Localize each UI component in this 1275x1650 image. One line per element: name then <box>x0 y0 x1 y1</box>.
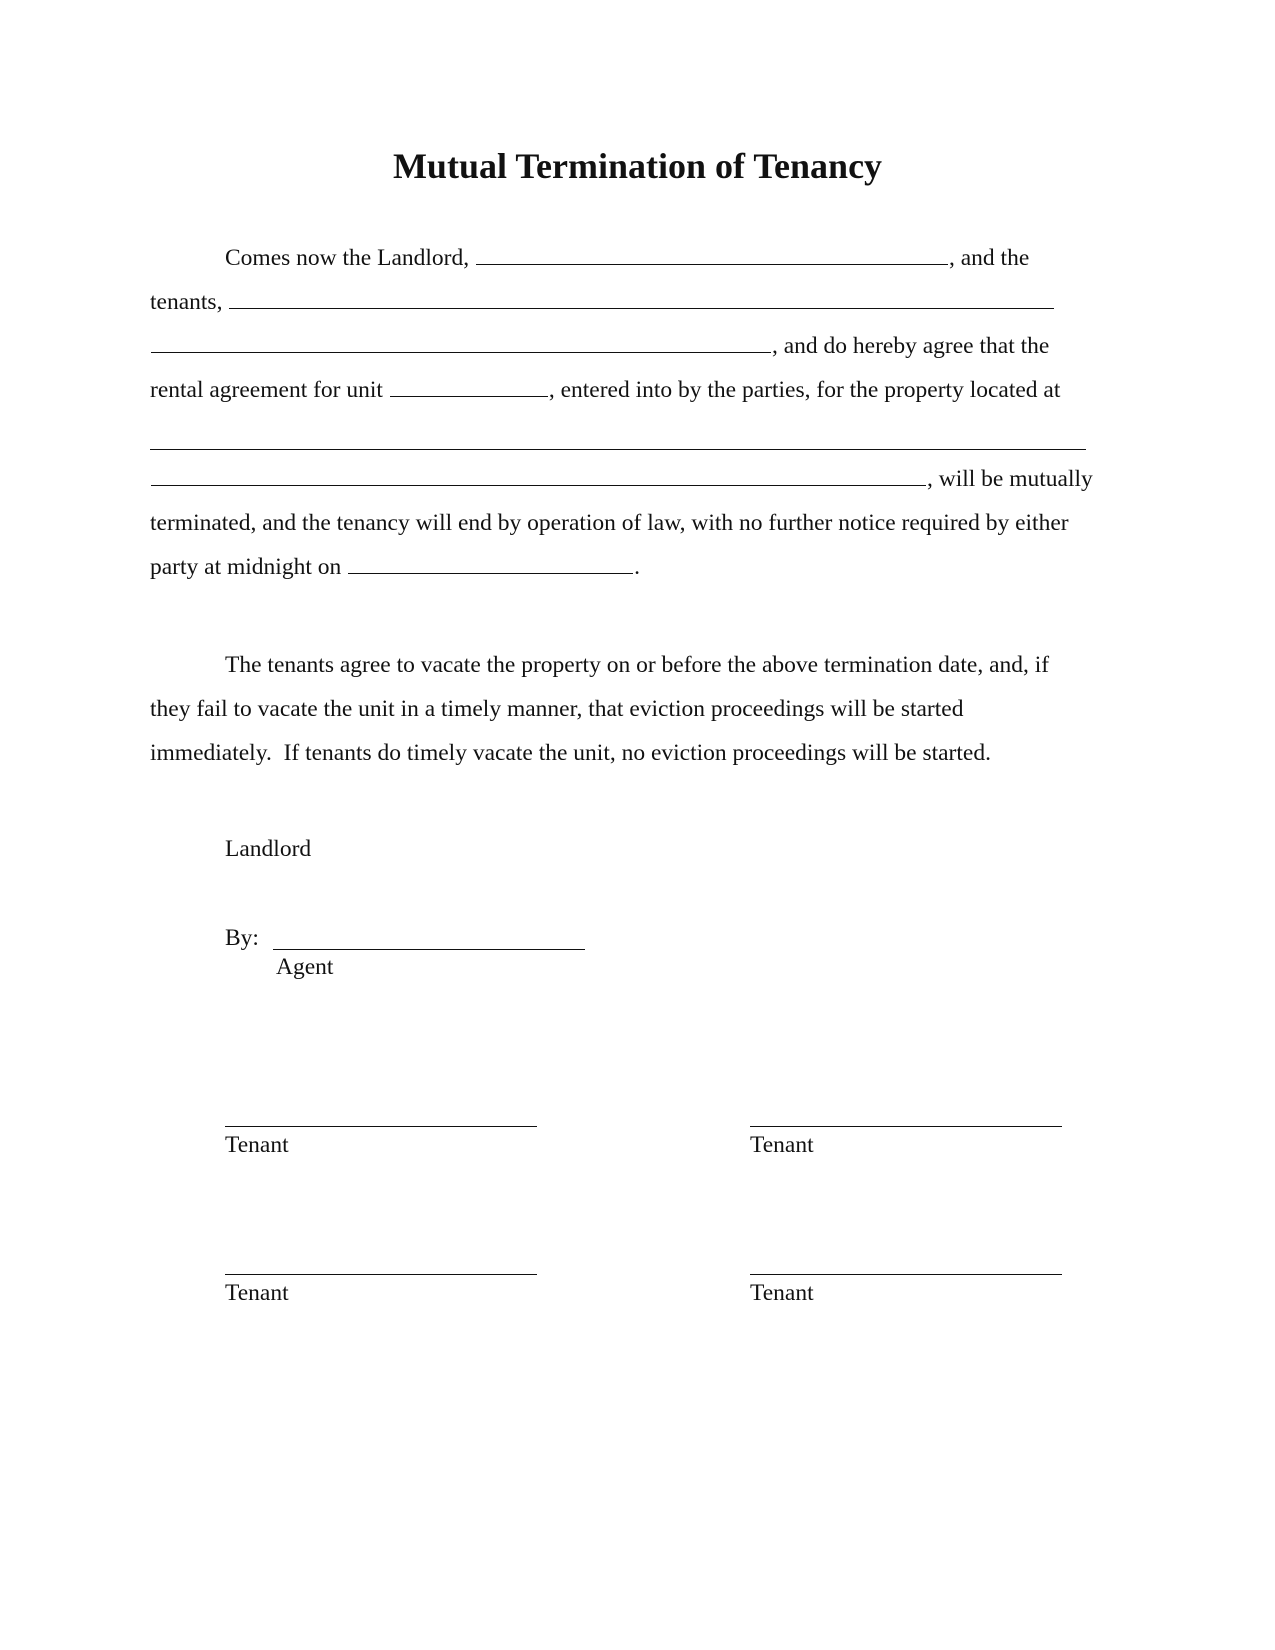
tenants-names-blank-2[interactable] <box>151 351 771 353</box>
tenant-label-2: Tenant <box>750 1132 814 1158</box>
tenant-signature-line-4[interactable] <box>750 1274 1062 1275</box>
property-located-text: , entered into by the parties, for the property located at <box>548 377 1061 403</box>
rental-agreement-text: rental agreement for unit <box>150 377 383 403</box>
landlord-name-blank[interactable] <box>476 263 948 265</box>
paragraph1-line6 <box>150 468 1093 492</box>
agent-label: Agent <box>276 954 334 980</box>
unit-number-blank[interactable] <box>390 395 548 397</box>
paragraph1-line1 <box>225 247 1029 271</box>
by-label: By: <box>225 925 259 951</box>
landlord-intro-text: Comes now the Landlord, <box>225 245 470 271</box>
paragraph2-line1: The tenants agree to vacate the property on or before the above termination date, and, if <box>225 652 1050 678</box>
and-the-text: , and the <box>948 245 1030 271</box>
property-address-blank-1[interactable] <box>150 449 1086 450</box>
tenants-names-blank-1[interactable] <box>229 307 1054 309</box>
midnight-text: party at midnight on <box>150 554 342 580</box>
paragraph1-line4 <box>150 379 1060 403</box>
terminated-text: terminated, and the tenancy will end by operation of law, with no further notice required by either <box>150 510 1069 536</box>
tenant-signature-line-2[interactable] <box>750 1126 1062 1127</box>
tenants-text: tenants, <box>150 289 223 315</box>
paragraph1-line7 <box>150 512 1069 536</box>
agree-text: , and do hereby agree that the <box>772 333 1050 359</box>
tenant-signature-line-1[interactable] <box>225 1126 537 1127</box>
period-text: . <box>634 554 640 580</box>
tenant-label-1: Tenant <box>225 1132 289 1158</box>
landlord-label: Landlord <box>225 836 312 862</box>
paragraph1-line8 <box>150 556 640 580</box>
tenant-label-3: Tenant <box>225 1280 289 1306</box>
document-title: Mutual Termination of Tenancy <box>392 146 883 186</box>
tenant-signature-line-3[interactable] <box>225 1274 537 1275</box>
paragraph2-line3: immediately. If tenants do timely vacate the unit, no eviction proceedings will be started. <box>150 740 991 766</box>
mutually-text: , will be mutually <box>927 466 1093 492</box>
paragraph2-line2: they fail to vacate the unit in a timely manner, that eviction proceedings will be started <box>150 696 964 722</box>
paragraph1-line2 <box>150 291 1055 315</box>
paragraph1-line3 <box>150 335 1049 359</box>
termination-date-blank[interactable] <box>348 572 633 574</box>
property-address-blank-2[interactable] <box>151 484 926 486</box>
tenant-label-4: Tenant <box>750 1280 814 1306</box>
agent-signature-line[interactable] <box>273 949 585 950</box>
